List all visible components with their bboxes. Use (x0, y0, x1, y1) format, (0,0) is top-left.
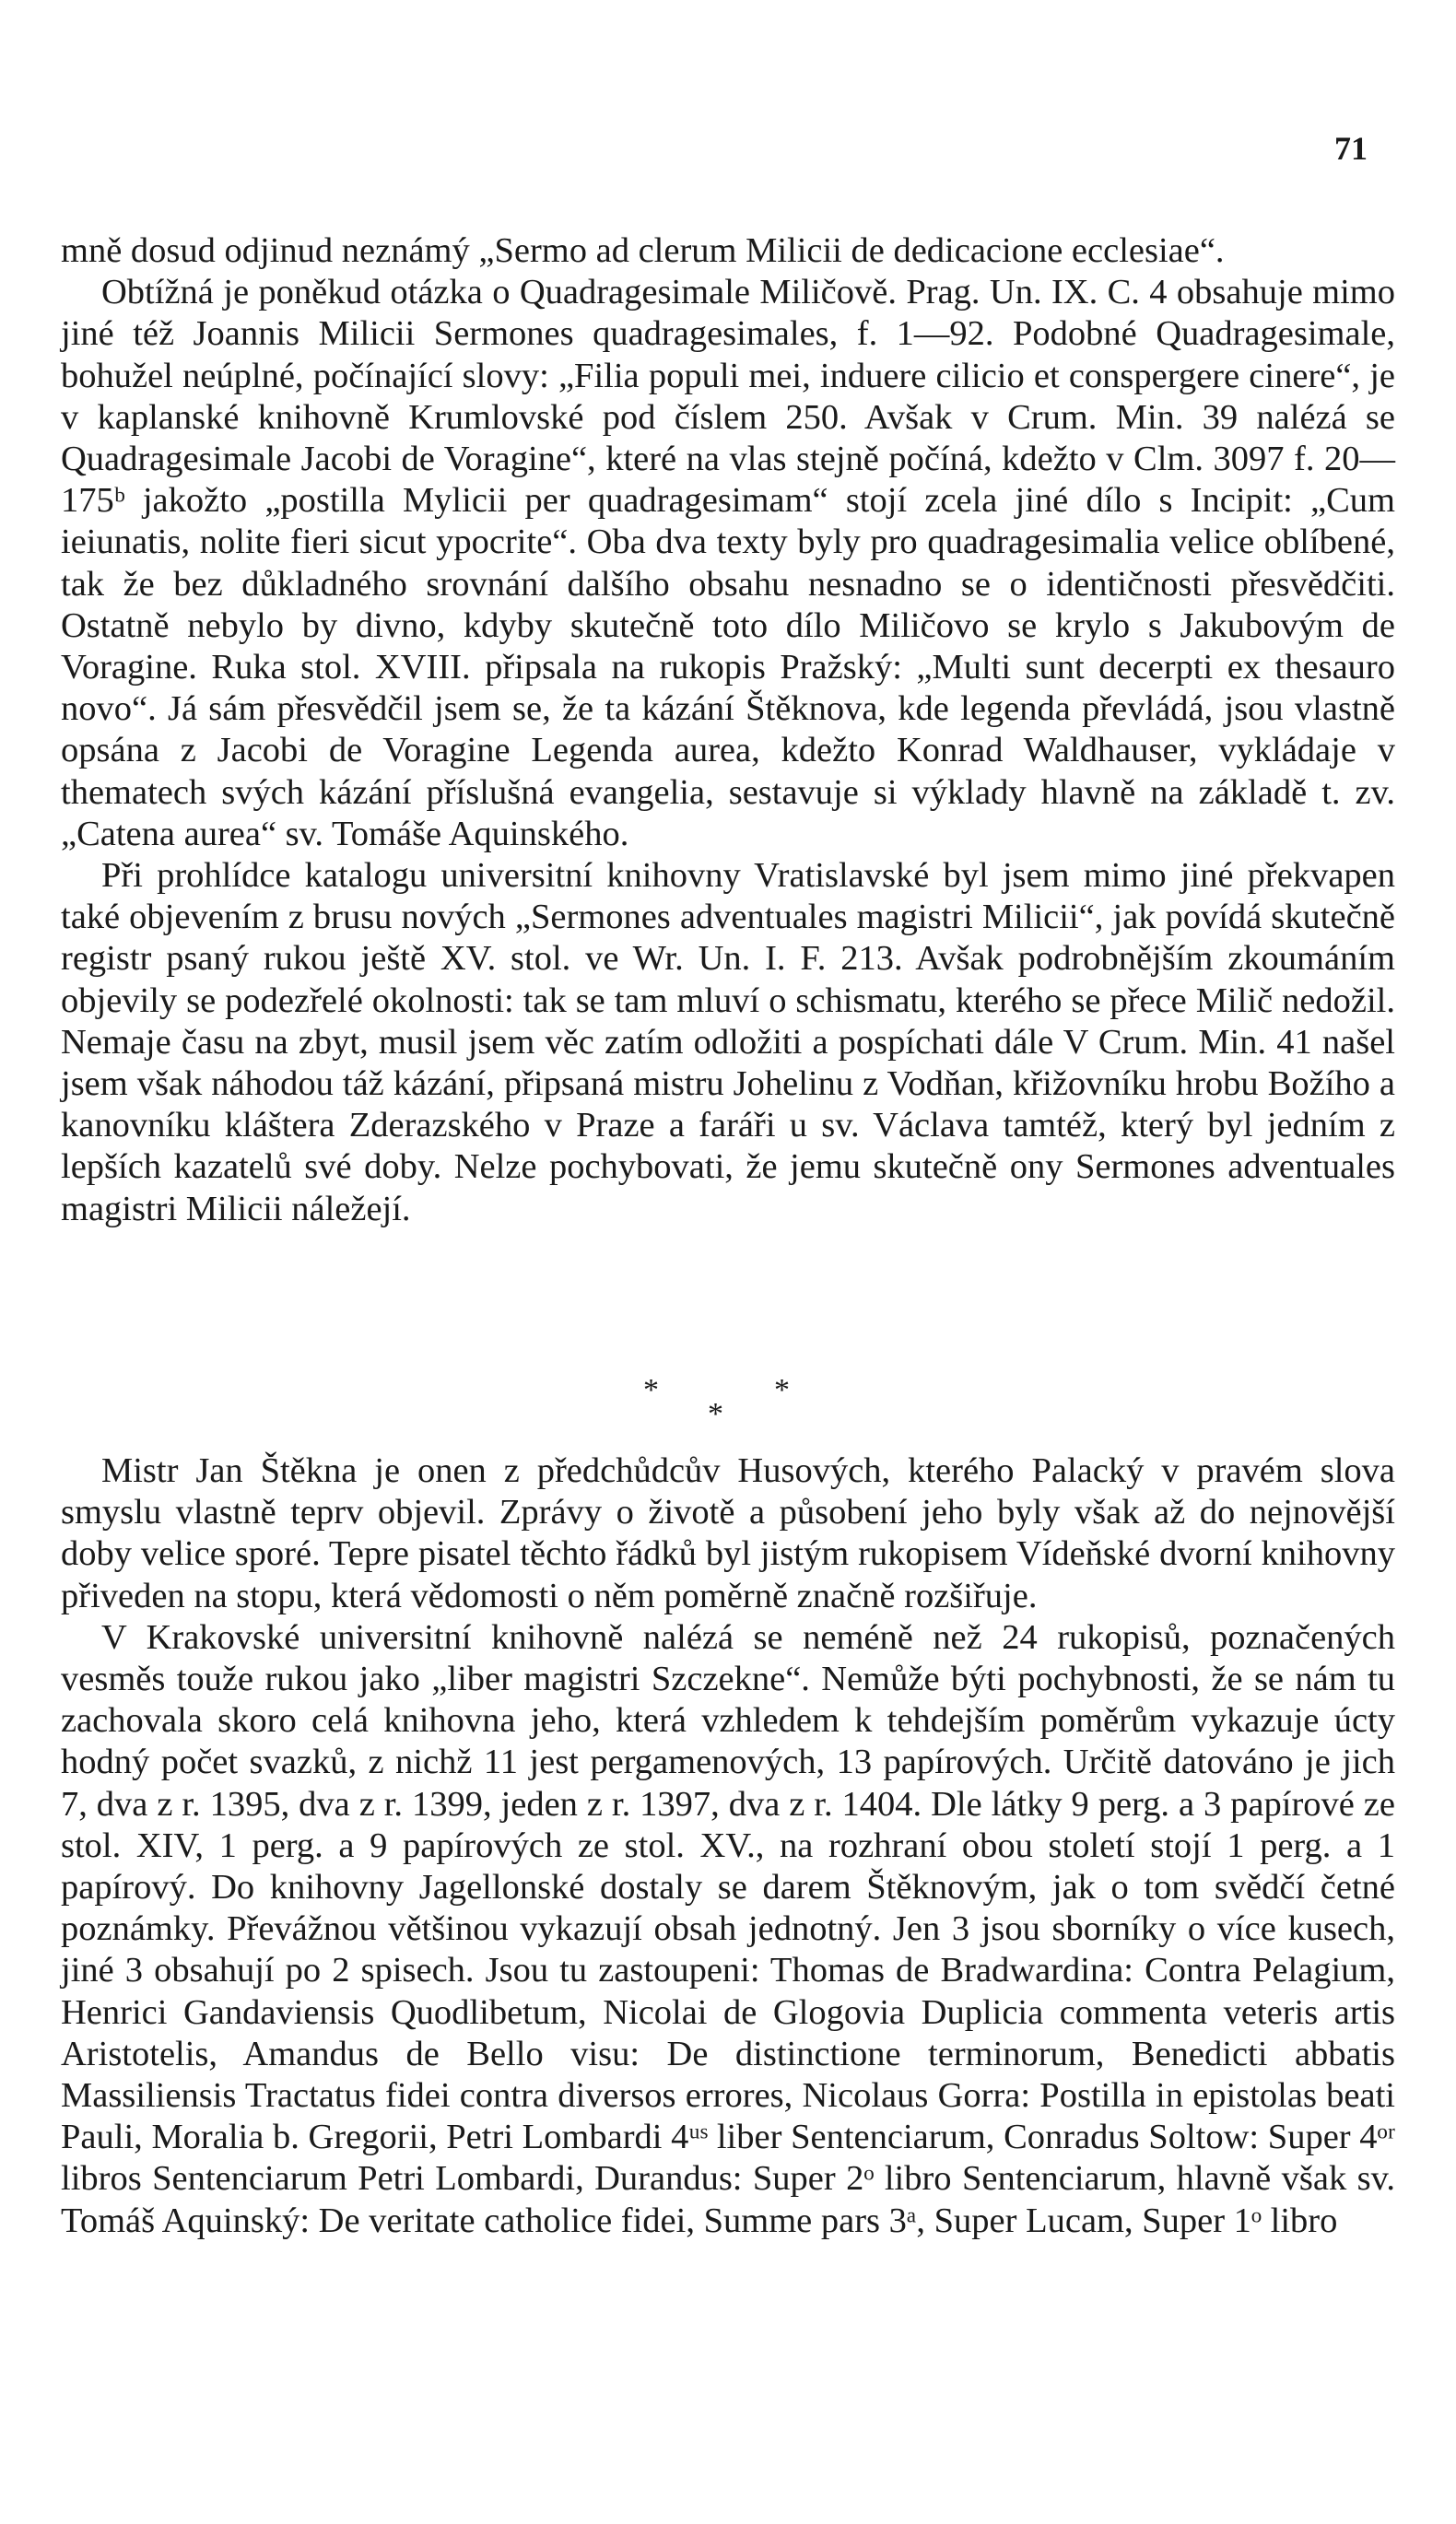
paragraph-stekna-intro: Mistr Jan Štěkna je onen z předchůdcův Husových, kterého Palacký v pravém slova smyslu vlastně teprv objevil. Zprávy o životě a působení jeho byly však až do nejnovější doby velice sporé. Tepre pisatel těchto řádků byl jistým rukopisem Vídeňské dvorní knihovny přiveden na stopu, která vědomosti o něm poměrně značně rozšiřuje. (61, 1451, 1395, 1615)
separator-star: * (643, 1373, 659, 1407)
paragraph-quadragesimale: Obtížná je poněkud otázka o Quadragesimale Miličově. Prag. Un. IX. C. 4 obsahuje mimo jiné též Joannis Milicii Sermones quadragesimales, f. 1—92. Podobné Quadragesimale, bohužel neúplné, počínající slovy: „Filia populi mei, induere cilicio et conspergere cinere“, je v kaplanské knihovně Krumlovské pod číslem 250. Avšak v Crum. Min. 39 nalézá se Quadragesimale Jacobi de Voragine“, které na vlas stejně počíná, kdežto v Clm. 3097 f. 20—175ᵇ jakožto „postilla Mylicii per quadragesimam“ stojí zcela jiné dílo s Incipit: „Cum ieiunatis, nolite fieri sicut ypocrite“. Oba dva texty byly pro quadragesimalia velice oblíbené, tak že bez důkladného srovnání dalšího obsahu nesnadno se o identičnosti přesvědčiti. Ostatně nebylo by divno, kdyby skutečně toto dílo Miličovo se krylo s Jakubovým de Voragine. Ruka stol. XVIII. připsala na rukopis Pražský: „Multi sunt decerpti ex thesauro novo“. Já sám přesvědčil jsem se, že ta kázání Štěknova, kde legenda převládá, jsou vlastně opsána z Jacobi de Voragine Legenda aurea, kdežto Konrad Waldhauser, vykládaje v thematech svých kázání příslušná evangelia, sestavuje si výklady hlavně na základě t. zv. „Catena aurea“ sv. Tomáše Aquinského. (61, 273, 1395, 853)
separator-star: * (708, 1397, 723, 1431)
text-block-bottom (61, 1450, 1395, 2242)
paragraph-krakow-library: V Krakovské universitní knihovně nalézá se neméně než 24 rukopisů, poznačených vesměs touže rukou jako „liber magistri Szczekne“. Nemůže býti pochybnosti, že se nám tu zachovala skoro celá knihovna jeho, která vzhledem k tehdejším poměrům vykazuje úcty hodný počet svazků, z nichž 11 jest pergamenových, 13 papírových. Určitě datováno je jich 7, dva z r. 1395, dva z r. 1399, jeden z r. 1397, dva z r. 1404. Dle látky 9 perg. a 3 papírové ze stol. XIV, 1 perg. a 9 papírových ze stol. XV., na rozhraní obou století stojí 1 perg. a 1 papírový. Do knihovny Jagellonské dostaly se darem Štěknovým, jak o tom svědčí četné poznámky. Převážnou většinou vykazují obsah jednotný. Jen 3 jsou sborníky o více kusech, jiné 3 obsahují po 2 spisech. Jsou tu zastoupeni: Thomas de Bradwardina: Contra Pelagium, Henrici Gandaviensis Quodlibetum, Nicolai de Glogovia Duplicia commenta veteris artis Aristotelis, Amandus de Bello visu: De distinctione terminorum, Benedicti abbatis Massiliensis Tractatus fidei contra diversos errores, Nicolaus Gorra: Postilla in epistolas beati Pauli, Moralia b. Gregorii, Petri Lombardi 4ᵘˢ liber Sentenciarum, Conradus Soltow: Super 4ᵒʳ libros Sentenciarum Petri Lombardi, Durandus: Super 2ᵒ libro Sentenciarum, hlavně však sv. Tomáš Aquinský: De veritate catholice fidei, Summe pars 3ᵃ, Super Lucam, Super 1ᵒ libro (61, 1617, 1395, 2240)
page-number: 71 (1334, 130, 1368, 167)
separator-star: * (774, 1373, 790, 1407)
paragraph-continuation: mně dosud odjinud neznámý „Sermo ad clerum Milicii de dedicacione ecclesiae“. (61, 231, 1225, 270)
paragraph-sermones-adventuales: Při prohlídce katalogu universitní knihovny Vratislavské byl jsem mimo jiné překvapen také objevením z brusu nových „Sermones adventuales magistri Milicii“, jak povídá skutečně registr psaný rukou ještě XV. stol. ve Wr. Un. I. F. 213. Avšak podrobnějším zkoumáním objevily se podezřelé okolnosti: tak se tam mluví o schismatu, kterého se přece Milič nedožil. Nemaje času na zbyt, musil jsem věc zatím odložiti a pospíchati dále V Crum. Min. 41 našel jsem však náhodou táž kázání, připsaná mistru Johelinu z Vodňan, křižovníku hrobu Božího a kanovníku kláštera Zderazského v Praze a faráři u sv. Václava tamtéž, který byl jedním z lepších kazatelů své doby. Nelze pochybovati, že jemu skutečně ony Sermones adventuales magistri Milicii náležejí. (61, 856, 1395, 1228)
section-separator (636, 1373, 811, 1431)
text-block-top (61, 230, 1395, 1230)
